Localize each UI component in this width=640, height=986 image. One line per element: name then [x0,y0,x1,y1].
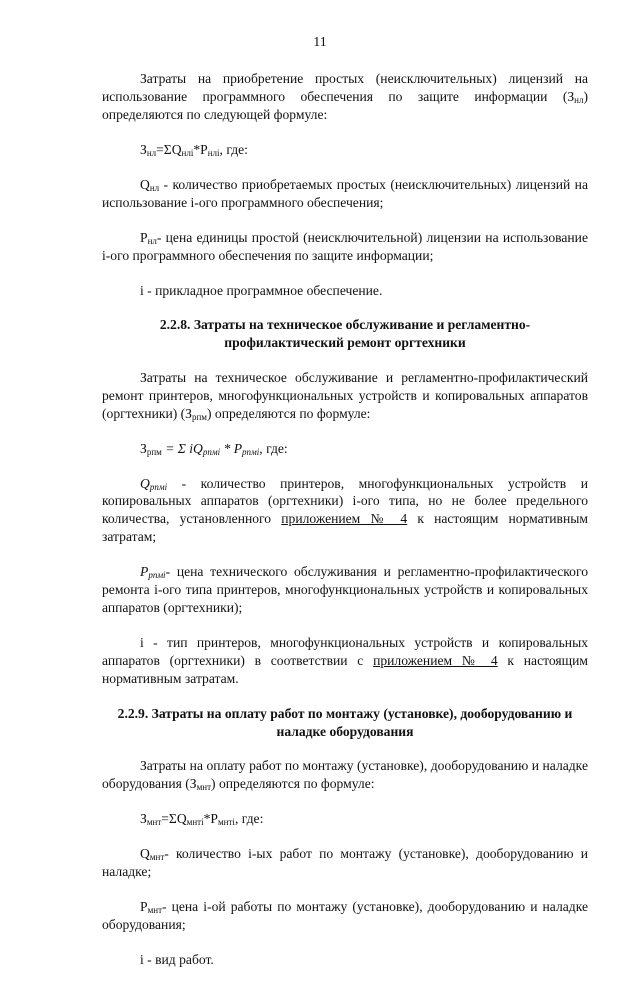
licenses-formula: $З_{нл}=\Sigma Q_{нлi}*P_{нлi}$, где: [140,141,248,158]
appendix-4-link[interactable]: приложением № 4 [373,653,498,669]
section-229-heading: 2.2.9. Затраты на оплату работ по монтажу (установке), дооборудованию и наладке оборудования [117,705,573,739]
section-228-formula: $З_{рпм} = \Sigma$ $iQ_{рпмi} * P_{рпмi}$, где: [140,440,288,457]
section-228-q-definition: $Q_{рпмi}$ - количество принтеров, многофункциональных устройств и копировальных аппаратов (оргтехники) i-ого типа, но не более предельного количества, установленного приложением № 4 к настоящим нормативным затратам; [102,475,588,545]
section-229-q-definition: $Q_{мнт}-$ количество i-ых работ по монтажу (установке), дооборудованию и наладке; [102,846,588,879]
licenses-intro-paragraph: Затраты на приобретение простых (неисключительных) лицензий на использование программного обеспечения по защите информации $(З_{нл})$ определяются по следующей формуле: [102,71,588,122]
section-228-i-definition: i - тип принтеров, многофункциональных устройств и копировальных аппаратов (оргтехники) в соответствии с приложением № 4 к настоящим нормативным затратам. [102,635,589,686]
section-228-heading: 2.2.8. Затраты на техническое обслуживание и регламентно-профилактический ремонт оргтехники [159,317,531,351]
section-229-formula: $З_{мнт}=\Sigma Q_{мнтi}*P_{мнтi}$, где: [140,811,264,828]
section-229-p-definition: $P_{мнт}-$ цена i-ой работы по монтажу (установке), дооборудованию и наладке оборудования; [102,898,588,932]
section-229-i-definition: i - вид работ. [140,951,214,967]
licenses-p-definition: $P_{нл}-$ цена единицы простой (неисключительной) лицензии на использование i-ого программного обеспечения по защите информации; [102,229,588,263]
licenses-i-definition: i - прикладное программное обеспечение. [140,282,383,298]
section-228-intro: Затраты на техническое обслуживание и регламентно-профилактический ремонт принтеров, многофункциональных устройств и копировальных аппаратов (оргтехники) $(З_{рпм})$ определяются по формуле: [102,369,588,422]
licenses-q-definition: $Q_{нл}$ - количество приобретаемых простых (неисключительных) лицензий на использование i-ого программного обеспечения; [102,176,588,210]
section-228-p-definition: $P_{рпмi}-$ цена технического обслуживания и регламентно-профилактического ремонта i-ого типа принтеров, многофункциональных устройств и копировальных аппаратов (оргтехники); [102,564,588,616]
appendix-4-link[interactable]: приложением № 4 [281,511,408,527]
document-body [102,70,588,986]
section-229-intro: Затраты на оплату работ по монтажу (установке), дооборудованию и наладке оборудования $(З_{мнт})$ определяются по формуле: [102,758,588,793]
page-number: 11 [313,35,327,50]
